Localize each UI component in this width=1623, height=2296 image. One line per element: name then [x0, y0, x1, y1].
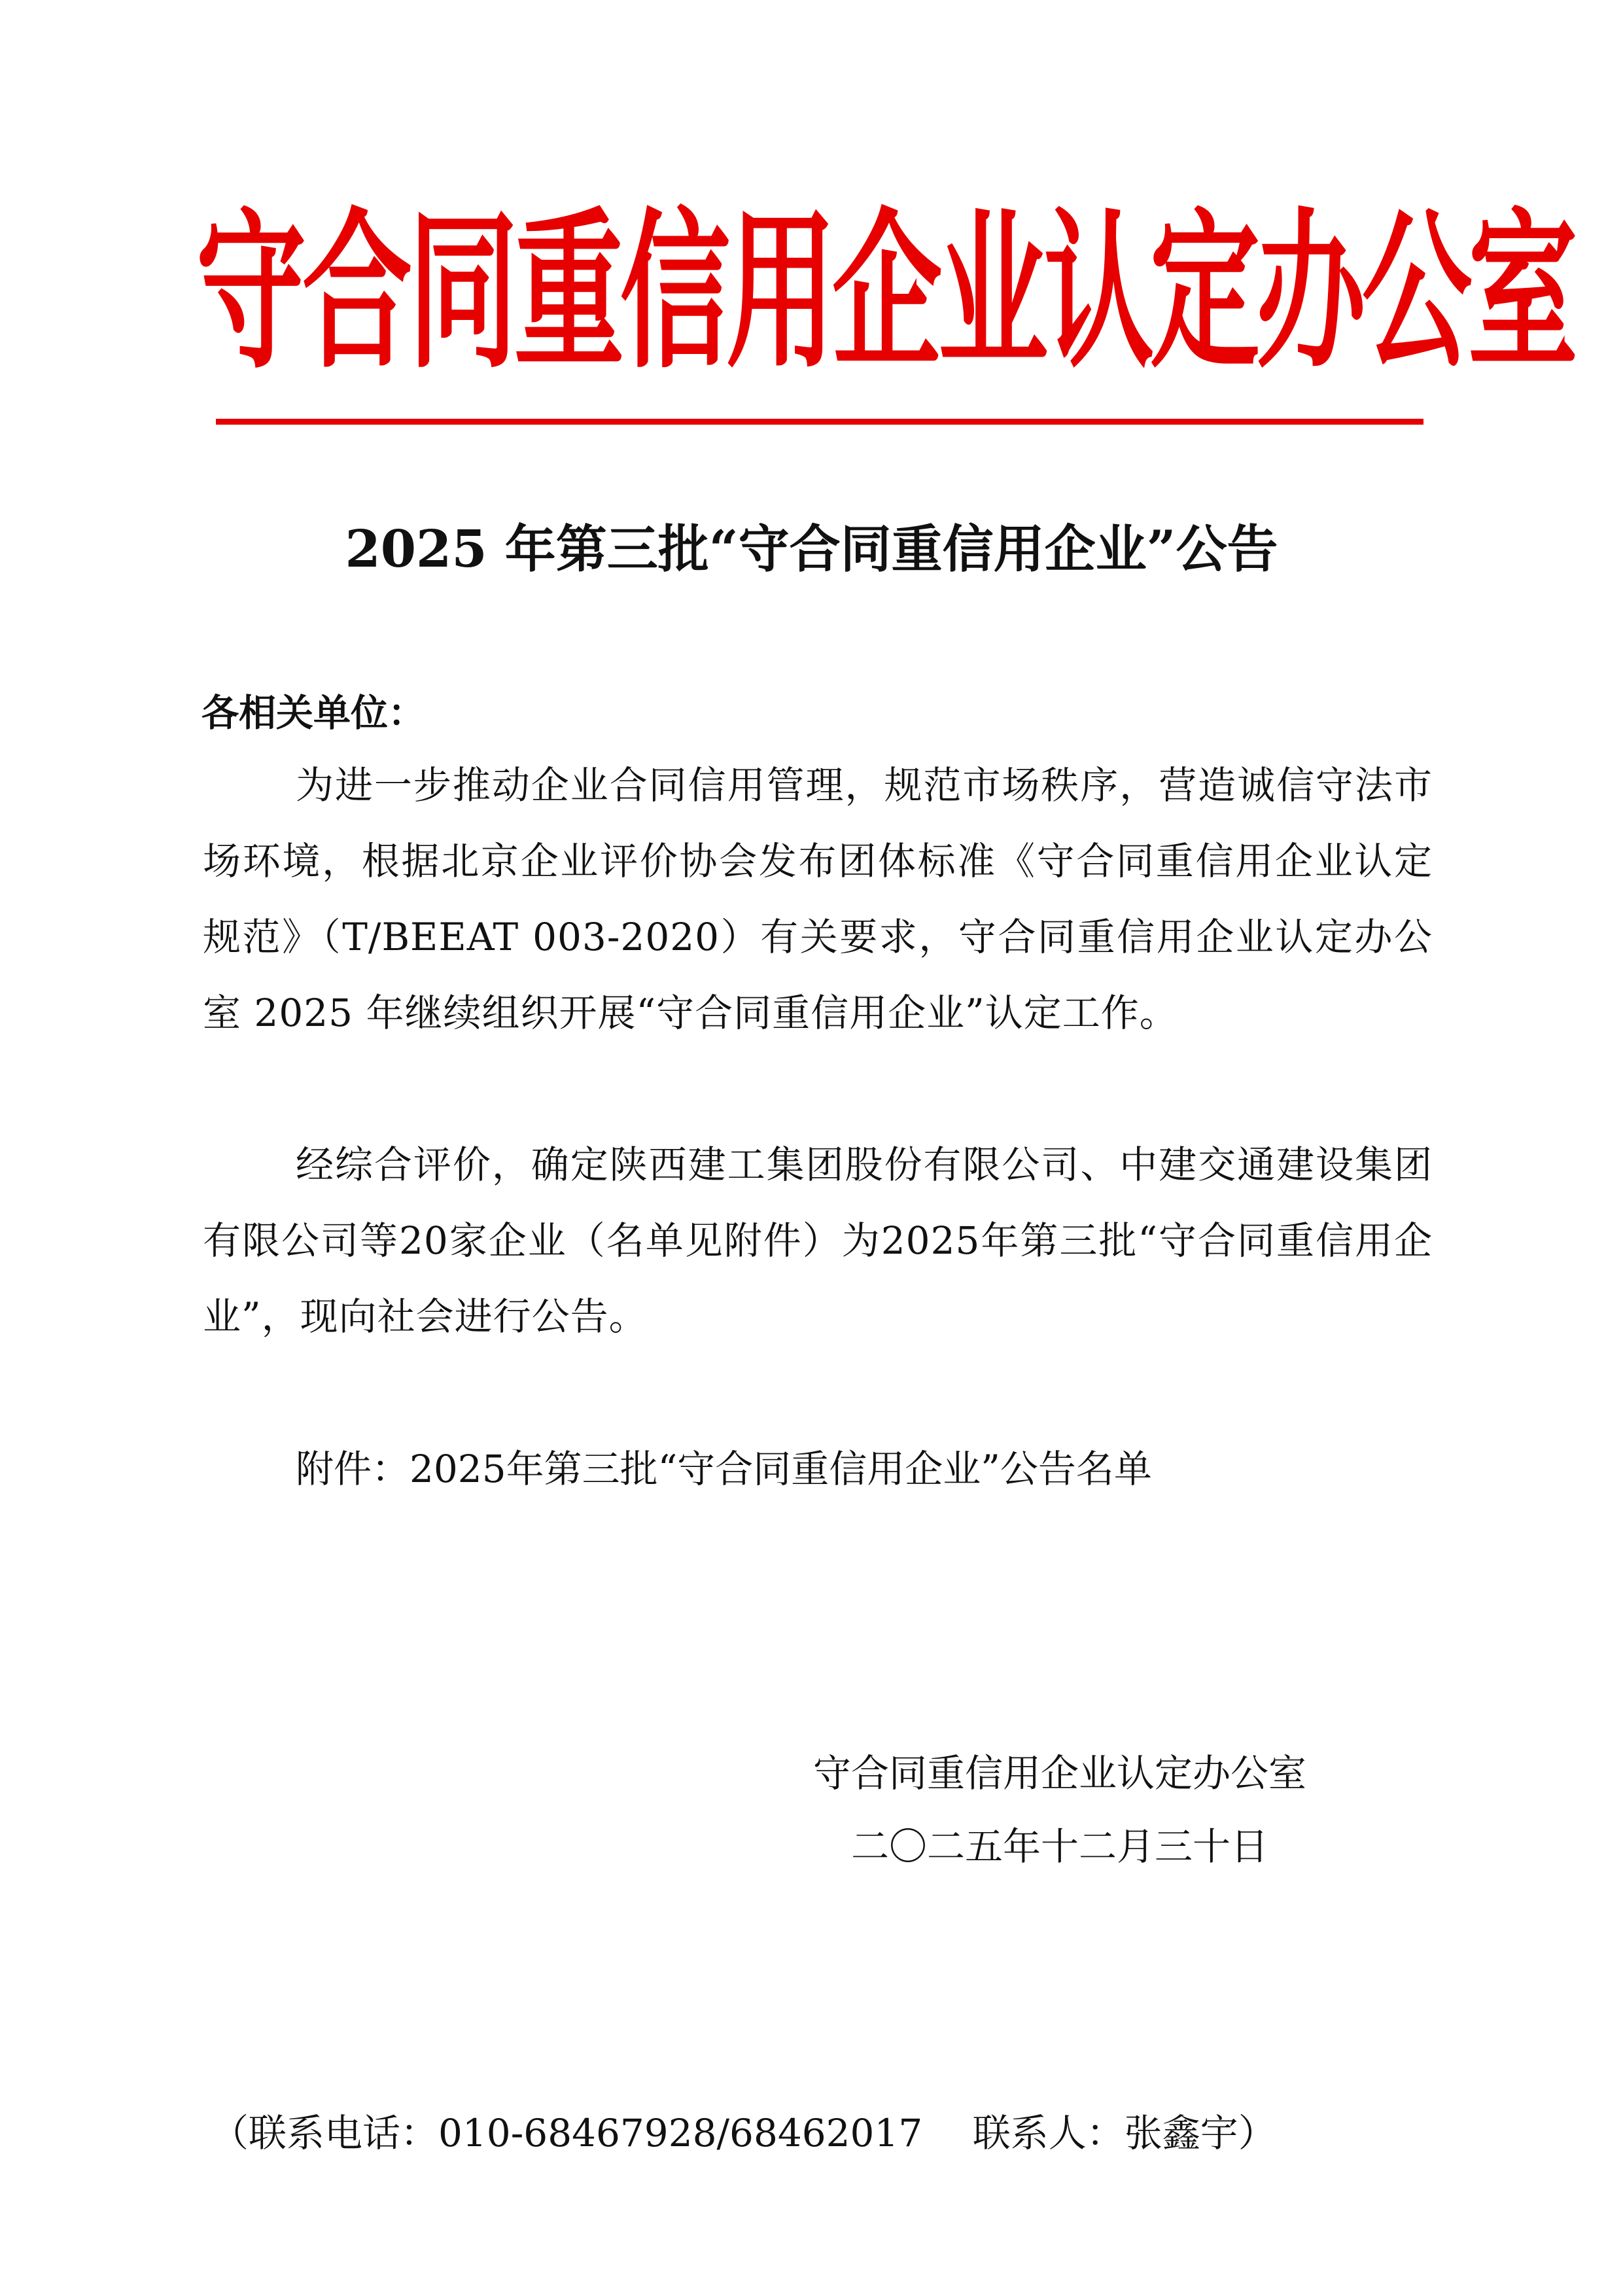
attachment-note: 附件：2025年第三批“守合同重信用企业”公告名单	[296, 1447, 1152, 1491]
body-paragraph-2: 经综合评价，确定陕西建工集团股份有限公司、中建交通建设集团有限公司等20家企业（名单见附件）为2025年第三批“守合同重信用企业”，现向社会进行公告。	[203, 1142, 1433, 1339]
body-paragraph-1: 为进一步推动企业合同信用管理，规范市场秩序，营造诚信守法市场环境，根据北京企业评价协会发布团体标准《守合同重信用企业认定规范》（T/BEEAT 003-2020）有关要求，守合同重信用企业认定办公室 2025 年继续组织开展“守合同重信用企业”认定工作。	[203, 763, 1433, 1035]
masthead-red-rule	[216, 419, 1423, 425]
document-title: 2025 年第三批“守合同重信用企业”公告	[345, 520, 1278, 579]
contact-info: （联系电话：010-68467928/68462017 联系人：张鑫宇）	[211, 2111, 1276, 2155]
masthead-org-title: 守合同重信用企业认定办公室	[196, 190, 1574, 392]
signature-date: 二〇二五年十二月三十日	[850, 1824, 1268, 1869]
salutation: 各相关单位：	[201, 692, 425, 735]
signature-organization: 守合同重信用企业认定办公室	[812, 1751, 1306, 1795]
